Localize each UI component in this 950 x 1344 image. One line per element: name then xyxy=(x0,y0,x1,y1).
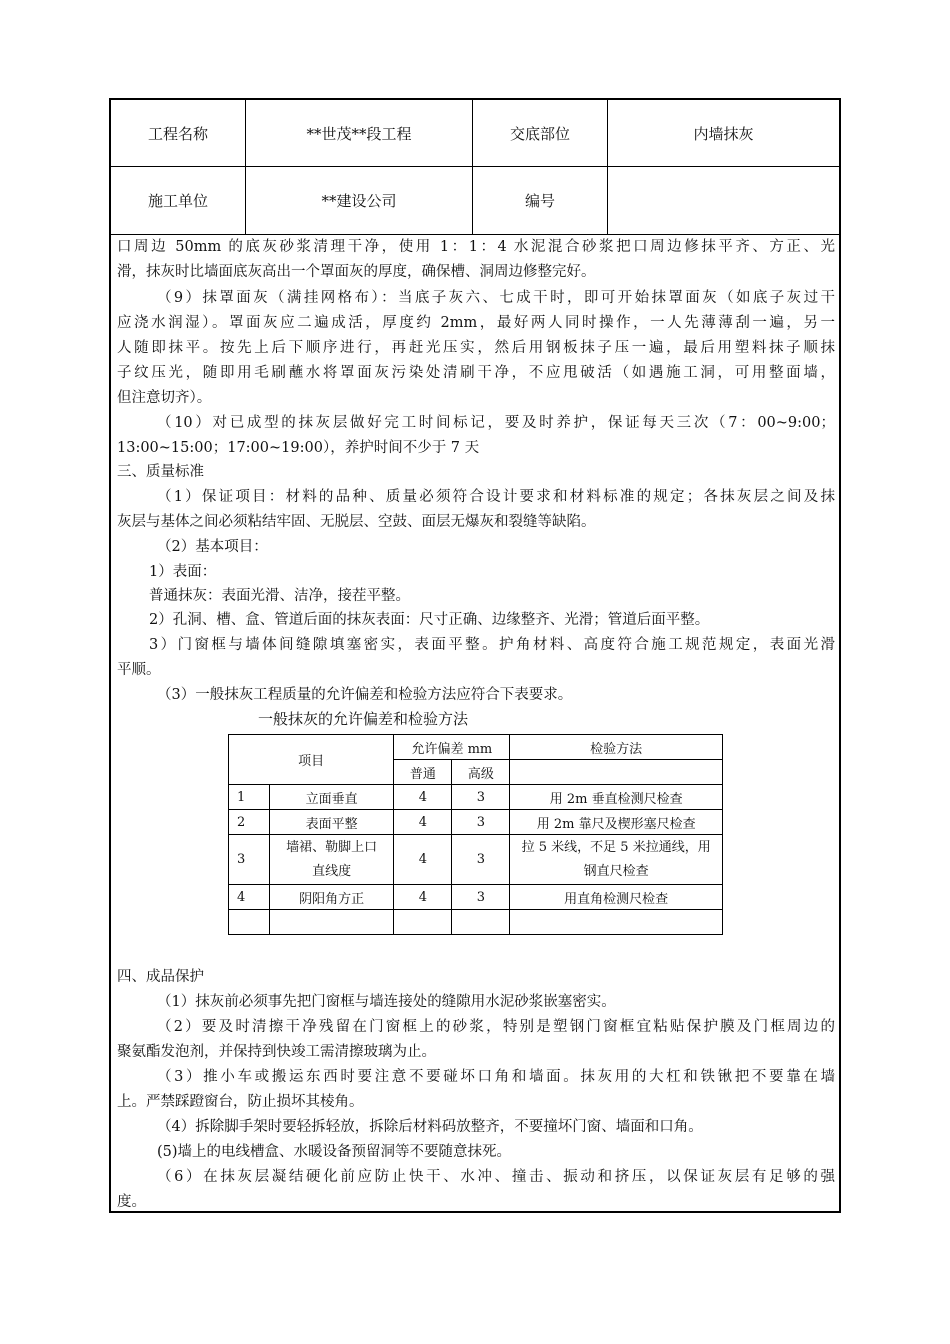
body-line: 人随即抹平。按先上后下顺序进行，再赶光压实，然后用钢板抹子压一遍，最后用塑料抹子顺抹 xyxy=(117,340,835,356)
table-cell-empty xyxy=(452,910,510,935)
body-line: （2）基本项目： xyxy=(157,539,268,555)
table-row xyxy=(229,785,723,810)
section-heading: 三、质量标准 xyxy=(117,464,204,480)
table-header-tolerance: 允许偏差 mm xyxy=(394,735,510,760)
table-cell-no: 4 xyxy=(229,885,270,910)
body-line: （4）拆除脚手架时要轻拆轻放，拆除后材料码放整齐，不要撞坏门窗、墙面和口角。 xyxy=(157,1119,703,1135)
body-line: （9）抹罩面灰（满挂网格布）：当底子灰六、七成干时，即可开始抹罩面灰（如底子灰过干 xyxy=(157,290,835,306)
handover-part-value: 内墙抹灰 xyxy=(693,124,754,143)
table-cell-high: 3 xyxy=(452,885,510,910)
body-line: （1）保证项目：材料的品种、质量必须符合设计要求和材料标准的规定；各抹灰层之间及抹 xyxy=(157,489,835,505)
serial-number-value xyxy=(608,167,839,234)
table-cell-empty xyxy=(510,760,723,785)
body-line: （1）抹灰前必须事先把门窗框与墙连接处的缝隙用水泥砂浆嵌塞密实。 xyxy=(157,994,616,1010)
table-cell-item: 表面平整 xyxy=(270,810,394,835)
body-line: 1）表面： xyxy=(149,564,217,580)
body-line: 3）门窗框与墙体间缝隙填塞密实，表面平整。护角材料、高度符合施工规范规定，表面光滑 xyxy=(149,637,835,653)
body-line: （3）一般抹灰工程质量的允许偏差和检验方法应符合下表要求。 xyxy=(157,687,573,703)
table-cell-high: 3 xyxy=(452,835,510,885)
handover-part-label: 交底部位 xyxy=(509,124,570,143)
table-cell-empty xyxy=(270,910,394,935)
table-header-item: 项目 xyxy=(229,735,394,785)
body-line: （3）推小车或搬运东西时要注意不要碰坏口角和墙面。抹灰用的大杠和铁锹把不要靠在墙 xyxy=(157,1069,835,1085)
section-heading: 四、成品保护 xyxy=(117,969,204,985)
table-cell-item: 阴阳角方正 xyxy=(270,885,394,910)
body-line: 13:00~15:00；17:00~19:00），养护时间不少于 7 天 xyxy=(117,440,480,456)
body-line: （6）在抹灰层凝结硬化前应防止快干、水冲、撞击、振动和挤压，以保证灰层有足够的强 xyxy=(157,1169,835,1185)
table-cell-normal: 4 xyxy=(394,885,452,910)
table-header-high: 高级 xyxy=(452,760,510,785)
table-cell-item: 墙裙、勒脚上口直线度 xyxy=(270,835,394,885)
table-cell-normal: 4 xyxy=(394,810,452,835)
body-line: 普通抹灰：表面光滑、洁净，接茬平整。 xyxy=(149,588,410,604)
body-line: （2）要及时清擦干净残留在门窗框上的砂浆，特别是塑钢门窗框宜粘贴保护膜及门框周边的 xyxy=(157,1019,835,1035)
table-cell-high: 3 xyxy=(452,810,510,835)
table-cell-empty xyxy=(229,910,270,935)
table-cell-normal: 4 xyxy=(394,785,452,810)
table-cell-normal: 4 xyxy=(394,835,452,885)
table-cell-item: 立面垂直 xyxy=(270,785,394,810)
body-line: 度。 xyxy=(117,1194,146,1210)
table-cell-no: 1 xyxy=(229,785,270,810)
table-cell-empty xyxy=(510,910,723,935)
table-header-method: 检验方法 xyxy=(510,735,723,760)
table-cell-high: 3 xyxy=(452,785,510,810)
body-line: （10）对已成型的抹灰层做好完工时间标记，要及时养护，保证每天三次（7：00~9:00； xyxy=(157,415,835,431)
project-name-value: **世茂**段工程 xyxy=(306,124,412,143)
body-line: 子纹压光，随即用毛刷蘸水将罩面灰污染处清刷干净，不应甩破活（如遇施工洞，可用整面墙， xyxy=(117,365,835,381)
body-line: 2）孔洞、槽、盒、管道后面的抹灰表面：尺寸正确、边缘整齐、光滑；管道后面平整。 xyxy=(149,612,710,628)
table-cell-method: 用 2m 垂直检测尺检查 xyxy=(510,785,723,810)
body-line: 上。严禁踩蹬窗台，防止损坏其棱角。 xyxy=(117,1094,364,1110)
table-cell-method: 拉 5 米线，不足 5 米拉通线，用钢直尺检查 xyxy=(510,835,723,885)
construction-unit-label: 施工单位 xyxy=(147,192,208,210)
body-line: (5)墙上的电线槽盒、水暖设备预留洞等不要随意抹死。 xyxy=(157,1144,512,1160)
body-line: 滑，抹灰时比墙面底灰高出一个罩面灰的厚度，确保槽、洞周边修整完好。 xyxy=(117,264,596,280)
table-caption: 一般抹灰的允许偏差和检验方法 xyxy=(258,710,469,728)
body-line: 应浇水润湿）。罩面灰应二遍成活，厚度约 2mm，最好两人同时操作，一人先薄薄刮一遍，另一 xyxy=(117,315,835,331)
body-line: 但注意切齐）。 xyxy=(117,390,212,406)
table-cell-no: 3 xyxy=(229,835,270,885)
tolerance-table xyxy=(228,734,723,935)
table-cell-method: 用直角检测尺检查 xyxy=(510,885,723,910)
project-name-label: 工程名称 xyxy=(147,124,208,143)
body-line: 平顺。 xyxy=(117,662,161,678)
table-cell-no: 2 xyxy=(229,810,270,835)
body-line: 灰层与基体之间必须粘结牢固、无脱层、空鼓、面层无爆灰和裂缝等缺陷。 xyxy=(117,514,596,530)
table-cell-method: 用 2m 靠尺及楔形塞尺检查 xyxy=(510,810,723,835)
table-row xyxy=(229,910,723,935)
header-grid xyxy=(111,100,839,236)
body-line: 聚氨酯发泡剂，并保持到快竣工需清擦玻璃为止。 xyxy=(117,1044,436,1060)
table-header-normal: 普通 xyxy=(394,760,452,785)
table-row xyxy=(229,835,723,885)
table-cell-empty xyxy=(394,910,452,935)
table-row xyxy=(229,885,723,910)
construction-unit-value: **建设公司 xyxy=(321,192,397,210)
serial-number-label: 编号 xyxy=(524,192,555,210)
table-row xyxy=(229,810,723,835)
body-line: 口周边 50mm 的底灰砂浆清理干净，使用 1：1：4 水泥混合砂浆把口周边修抹平齐、方正、光 xyxy=(117,239,835,255)
